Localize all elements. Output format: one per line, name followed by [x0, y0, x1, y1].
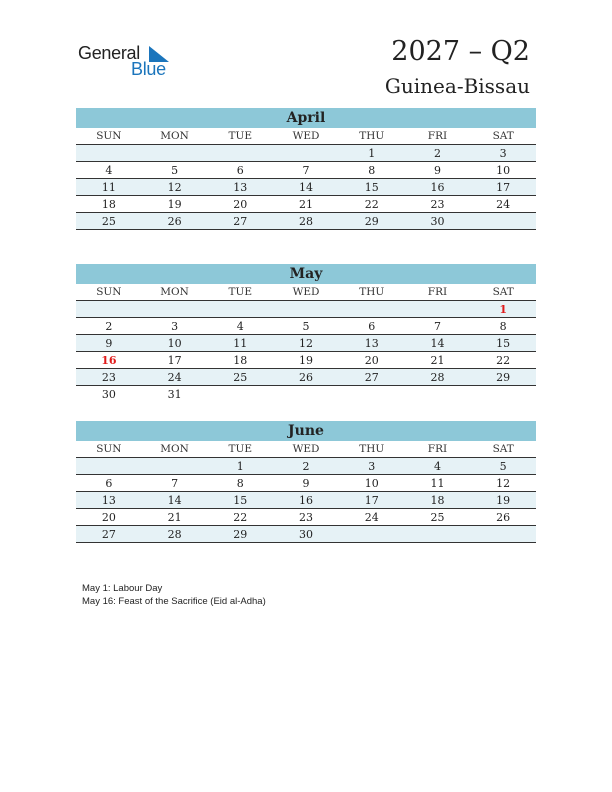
day-cell: 9	[433, 164, 441, 177]
week-row	[76, 179, 536, 196]
day-cell: 26	[299, 371, 314, 384]
week-row	[76, 369, 536, 386]
day-cell: 30	[430, 215, 445, 228]
month-header: April	[76, 108, 536, 128]
day-cell: 23	[430, 198, 445, 211]
month-may	[76, 264, 536, 402]
day-cell: 7	[171, 477, 179, 490]
day-cell: 6	[236, 164, 244, 177]
week-row	[76, 526, 536, 543]
holiday-note: May 1: Labour Day	[82, 583, 163, 594]
weekday-header-row	[76, 284, 536, 301]
weekday-label: WED	[292, 286, 320, 298]
week-row	[76, 318, 536, 335]
day-cell	[207, 301, 273, 317]
day-cell	[405, 386, 471, 402]
day-cell: 28	[430, 371, 445, 384]
day-cell: 5	[499, 460, 507, 473]
day-cell: 3	[368, 460, 376, 473]
weekday-header-row	[76, 128, 536, 145]
day-cell: 5	[171, 164, 179, 177]
day-cell	[142, 145, 208, 161]
week-row	[76, 213, 536, 230]
day-cell: 15	[364, 181, 379, 194]
day-cell: 16	[101, 354, 117, 367]
weekday-label: MON	[160, 130, 189, 142]
holiday-note: May 16: Feast of the Sacrifice (Eid al-Adha)	[82, 596, 266, 607]
day-cell: 20	[233, 198, 248, 211]
day-cell: 20	[364, 354, 379, 367]
week-row	[76, 509, 536, 526]
day-cell: 9	[302, 477, 310, 490]
holiday-notes	[82, 582, 266, 608]
week-row	[76, 458, 536, 475]
weekday-label: SUN	[96, 443, 122, 455]
day-cell: 8	[499, 320, 507, 333]
day-cell: 2	[433, 147, 441, 160]
day-cell	[405, 526, 471, 542]
day-cell: 22	[496, 354, 511, 367]
day-cell: 24	[364, 511, 379, 524]
day-cell: 1	[236, 460, 244, 473]
day-cell: 6	[105, 477, 113, 490]
day-cell: 14	[167, 494, 182, 507]
day-cell	[76, 145, 142, 161]
day-cell: 3	[499, 147, 507, 160]
day-cell: 27	[101, 528, 116, 541]
weekday-label: SAT	[492, 130, 514, 142]
day-cell: 3	[171, 320, 179, 333]
day-cell	[76, 458, 142, 474]
day-cell: 8	[236, 477, 244, 490]
day-cell: 17	[364, 494, 379, 507]
weekday-label: MON	[160, 286, 189, 298]
day-cell: 1	[499, 303, 507, 316]
week-row	[76, 335, 536, 352]
day-cell: 11	[430, 477, 445, 490]
day-cell: 4	[105, 164, 113, 177]
day-cell	[142, 301, 208, 317]
day-cell: 22	[364, 198, 379, 211]
day-cell: 16	[299, 494, 314, 507]
day-cell: 11	[233, 337, 248, 350]
week-row	[76, 196, 536, 213]
weekday-label: SAT	[492, 286, 514, 298]
day-cell: 19	[496, 494, 511, 507]
day-cell: 9	[105, 337, 113, 350]
day-cell: 10	[364, 477, 379, 490]
day-cell: 7	[302, 164, 310, 177]
day-cell: 12	[167, 181, 182, 194]
month-june	[76, 421, 536, 543]
day-cell: 23	[101, 371, 116, 384]
day-cell: 18	[101, 198, 116, 211]
day-cell: 30	[101, 388, 116, 401]
day-cell	[339, 386, 405, 402]
week-row	[76, 352, 536, 369]
month-header: May	[76, 264, 536, 284]
day-cell	[470, 386, 536, 402]
day-cell: 13	[364, 337, 379, 350]
day-cell	[339, 526, 405, 542]
country-name: Guinea-Bissau	[384, 74, 530, 98]
day-cell	[273, 145, 339, 161]
day-cell	[470, 526, 536, 542]
generalblue-logo	[78, 40, 188, 80]
day-cell: 24	[167, 371, 182, 384]
day-cell: 5	[302, 320, 310, 333]
weekday-label: TUE	[228, 286, 253, 298]
week-row	[76, 162, 536, 179]
day-cell: 13	[101, 494, 116, 507]
day-cell	[273, 301, 339, 317]
day-cell: 11	[101, 181, 116, 194]
day-cell: 19	[299, 354, 314, 367]
day-cell: 29	[496, 371, 511, 384]
logo-text-general: General	[78, 43, 140, 63]
month-header: June	[76, 421, 536, 441]
day-cell	[76, 301, 142, 317]
day-cell: 25	[430, 511, 445, 524]
week-row	[76, 475, 536, 492]
day-cell: 4	[236, 320, 244, 333]
day-cell: 18	[430, 494, 445, 507]
day-cell: 25	[101, 215, 116, 228]
weekday-label: TUE	[228, 130, 253, 142]
day-cell	[142, 458, 208, 474]
day-cell: 14	[430, 337, 445, 350]
weekday-label: THU	[359, 443, 385, 455]
day-cell: 17	[496, 181, 511, 194]
day-cell	[339, 301, 405, 317]
week-row	[76, 301, 536, 318]
day-cell: 15	[233, 494, 248, 507]
day-cell: 17	[167, 354, 182, 367]
weekday-label: WED	[292, 130, 320, 142]
day-cell: 16	[430, 181, 445, 194]
day-cell: 1	[368, 147, 376, 160]
weekday-label: SUN	[96, 286, 122, 298]
day-cell	[470, 213, 536, 229]
day-cell: 27	[233, 215, 248, 228]
day-cell: 2	[302, 460, 310, 473]
weekday-label: WED	[292, 443, 320, 455]
day-cell: 30	[299, 528, 314, 541]
day-cell: 26	[167, 215, 182, 228]
day-cell: 24	[496, 198, 511, 211]
day-cell	[207, 145, 273, 161]
week-row	[76, 492, 536, 509]
weekday-header-row	[76, 441, 536, 458]
day-cell: 21	[299, 198, 314, 211]
day-cell: 4	[433, 460, 441, 473]
page-title: 2027 – Q2	[391, 36, 530, 67]
day-cell: 25	[233, 371, 248, 384]
day-cell: 29	[233, 528, 248, 541]
day-cell: 15	[496, 337, 511, 350]
logo-text-blue: Blue	[131, 59, 166, 79]
day-cell: 21	[167, 511, 182, 524]
day-cell: 28	[299, 215, 314, 228]
day-cell: 31	[167, 388, 182, 401]
day-cell: 13	[233, 181, 248, 194]
weekday-label: THU	[359, 130, 385, 142]
day-cell: 7	[433, 320, 441, 333]
day-cell: 28	[167, 528, 182, 541]
day-cell: 27	[364, 371, 379, 384]
day-cell: 6	[368, 320, 376, 333]
weekday-label: SAT	[492, 443, 514, 455]
month-april	[76, 108, 536, 230]
week-row	[76, 145, 536, 162]
day-cell: 21	[430, 354, 445, 367]
day-cell	[273, 386, 339, 402]
day-cell: 22	[233, 511, 248, 524]
day-cell: 10	[167, 337, 182, 350]
day-cell: 12	[496, 477, 511, 490]
day-cell: 20	[101, 511, 116, 524]
day-cell: 26	[496, 511, 511, 524]
day-cell	[207, 386, 273, 402]
day-cell: 10	[496, 164, 511, 177]
weekday-label: FRI	[427, 443, 448, 455]
day-cell: 14	[299, 181, 314, 194]
day-cell	[405, 301, 471, 317]
day-cell: 8	[368, 164, 376, 177]
day-cell: 2	[105, 320, 113, 333]
weekday-label: THU	[359, 286, 385, 298]
weekday-label: FRI	[427, 130, 448, 142]
week-row	[76, 386, 536, 402]
weekday-label: FRI	[427, 286, 448, 298]
day-cell: 12	[299, 337, 314, 350]
day-cell: 19	[167, 198, 182, 211]
weekday-label: MON	[160, 443, 189, 455]
weekday-label: SUN	[96, 130, 122, 142]
day-cell: 29	[364, 215, 379, 228]
day-cell: 18	[233, 354, 248, 367]
day-cell: 23	[299, 511, 314, 524]
weekday-label: TUE	[228, 443, 253, 455]
